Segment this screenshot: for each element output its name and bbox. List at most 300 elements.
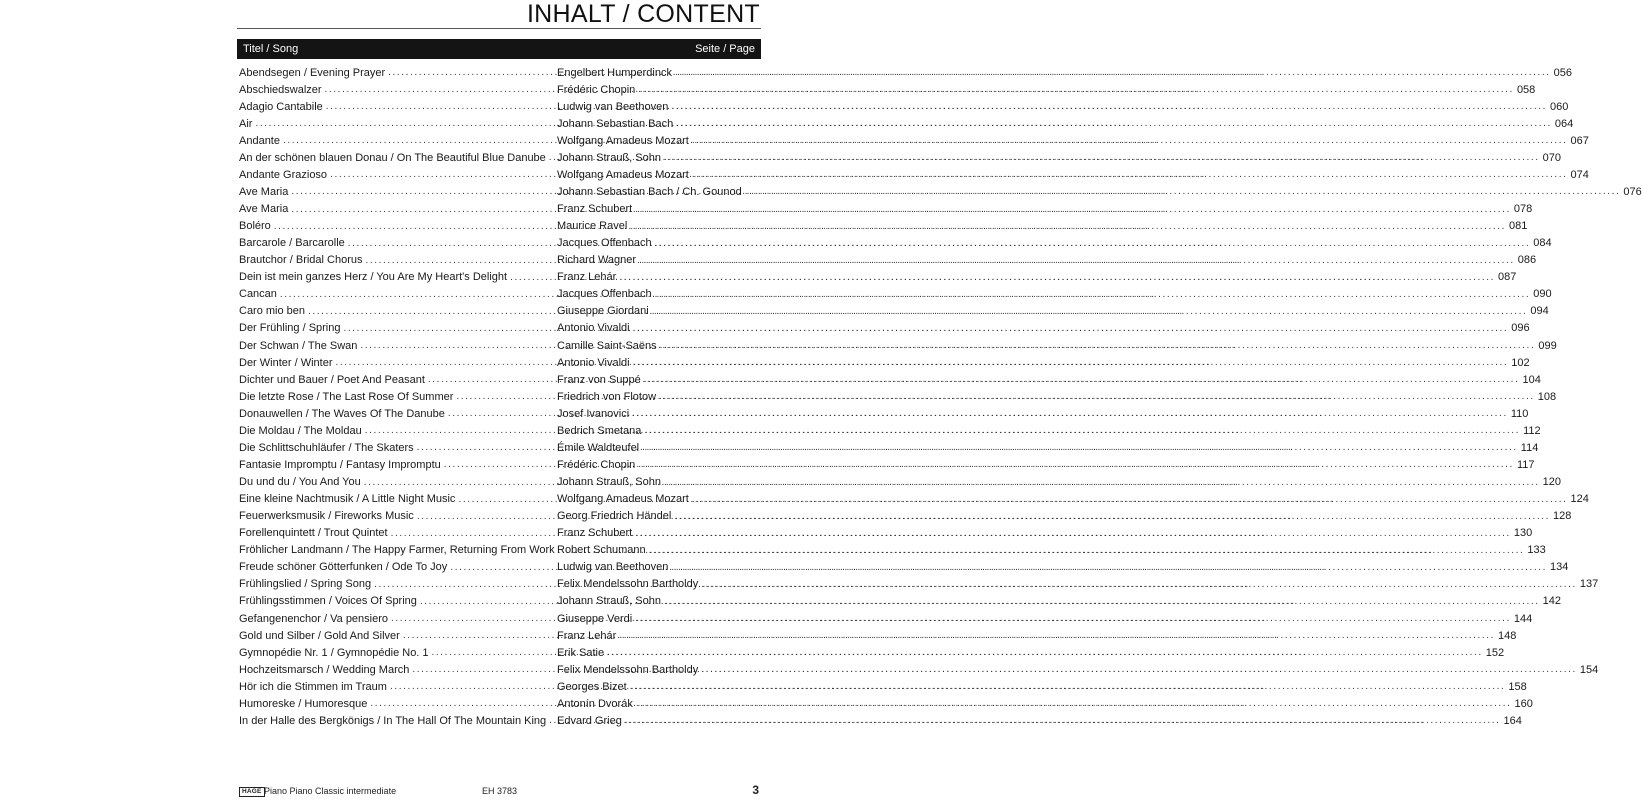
- toc-composer-cell: [557, 101, 1568, 113]
- dot-leader: [420, 596, 554, 607]
- composer-name: Giuseppe Verdi: [557, 612, 633, 625]
- composer-name: Frédéric Chopin: [557, 458, 636, 471]
- song-title: Air: [239, 117, 253, 130]
- page-ref: 090: [1533, 288, 1552, 301]
- toc-row: [239, 201, 1533, 218]
- dot-leader: [676, 118, 1552, 129]
- dot-leader: [674, 511, 1550, 522]
- toc-title-cell: [239, 67, 557, 79]
- dot-leader: [549, 152, 554, 163]
- toc-row: [239, 98, 1569, 115]
- toc-composer-cell: [557, 169, 1589, 181]
- toc-composer-cell: [557, 578, 1598, 590]
- toc-row: [239, 132, 1589, 149]
- dot-leader: [652, 306, 1528, 317]
- song-title: Die letzte Rose / The Last Rose Of Summer: [239, 390, 454, 403]
- dot-leader: [412, 664, 554, 675]
- toc-row: [239, 371, 1541, 388]
- toc-row: [239, 405, 1529, 422]
- composer-name: Wolfgang Amadeus Mozart: [557, 134, 689, 147]
- song-title: Forellenquintett / Trout Quintet: [239, 527, 388, 540]
- toc-composer-cell: [557, 322, 1530, 334]
- dot-leader: [649, 545, 1525, 556]
- dot-leader: [701, 664, 1577, 675]
- toc-composer-cell: [557, 698, 1533, 710]
- dot-leader: [635, 528, 1511, 539]
- dot-leader: [325, 84, 554, 95]
- dot-leader: [390, 681, 554, 692]
- toc-row: [239, 354, 1530, 371]
- composer-name: Johann Strauß, Sohn: [557, 476, 661, 489]
- song-title: Ave Maria: [239, 185, 289, 198]
- dot-leader: [745, 186, 1621, 197]
- dot-leader: [642, 442, 1518, 453]
- toc-row: [239, 422, 1541, 439]
- toc-composer-cell: [557, 374, 1541, 386]
- toc-title-cell: [239, 510, 557, 522]
- song-title: Gefangenenchor / Va pensiero: [239, 612, 389, 625]
- table-header: [237, 39, 761, 59]
- page-ref: 076: [1623, 185, 1642, 198]
- dot-leader: [630, 221, 1506, 232]
- song-title: Humoreske / Humoresque: [239, 697, 368, 710]
- toc-row: [239, 542, 1546, 559]
- edition-number: EH 3783: [482, 786, 518, 796]
- toc-row: [239, 388, 1557, 405]
- toc-title-cell: [239, 561, 557, 573]
- toc-title-cell: [239, 476, 557, 488]
- page-ref: 152: [1485, 646, 1505, 659]
- dot-leader: [388, 67, 554, 78]
- dot-leader: [632, 408, 1508, 419]
- toc-row: [239, 559, 1569, 576]
- toc-composer-cell: [557, 493, 1589, 505]
- song-title: An der schönen blauen Donau / On The Beautiful Blue Danube: [239, 151, 546, 164]
- page-ref: 142: [1542, 595, 1561, 608]
- song-title: Die Schlittschuhläufer / The Skaters: [239, 441, 414, 454]
- composer-name: Johann Strauß, Sohn: [557, 595, 661, 608]
- composer-name: Antonio Vivaldi: [557, 322, 630, 335]
- dot-leader: [671, 101, 1547, 112]
- toc-row: [239, 610, 1533, 627]
- title-divider: [237, 28, 761, 29]
- song-title: Hochzeitsmarsch / Wedding March: [239, 663, 410, 676]
- page-ref: 117: [1516, 458, 1535, 471]
- toc-composer-cell: [557, 510, 1571, 522]
- dot-leader: [283, 135, 554, 146]
- dot-leader: [450, 562, 554, 573]
- toc-row: [239, 218, 1528, 235]
- toc-title-cell: [239, 322, 557, 334]
- composer-name: Émile Waldteufel: [557, 441, 640, 454]
- toc-title-cell: [239, 493, 557, 505]
- toc-title-cell: [239, 186, 557, 198]
- toc-title-cell: [239, 578, 557, 590]
- toc-composer-cell: [557, 476, 1561, 488]
- composer-name: Franz Schubert: [557, 527, 633, 540]
- song-title: Eine kleine Nachtmusik / A Little Night Music: [239, 493, 456, 506]
- toc-title-cell: [239, 288, 557, 300]
- page-ref: 133: [1527, 544, 1546, 557]
- page-ref: 094: [1530, 305, 1549, 318]
- composer-name: Engelbert Humperdinck: [557, 66, 672, 79]
- toc-row: [239, 439, 1539, 456]
- dot-leader: [619, 272, 1495, 283]
- dot-leader: [655, 238, 1531, 249]
- toc-title-cell: [239, 408, 557, 420]
- toc-composer-cell: [557, 67, 1572, 79]
- page-ref: 074: [1570, 168, 1589, 181]
- toc-row: [239, 456, 1535, 473]
- dot-leader: [635, 613, 1511, 624]
- header-title-song: Titel / Song: [243, 43, 299, 55]
- toc-composer-cell: [557, 442, 1538, 454]
- composer-name: Giuseppe Giordani: [557, 305, 649, 318]
- dot-leader: [510, 272, 554, 283]
- dot-leader: [655, 289, 1531, 300]
- toc-title-cell: [239, 305, 557, 317]
- composer-name: Edvard Grieg: [557, 714, 622, 727]
- toc-composer-cell: [557, 527, 1532, 539]
- page-footer: [239, 783, 759, 800]
- toc-composer-cell: [557, 408, 1528, 420]
- page-ref: 087: [1497, 271, 1517, 284]
- dot-leader: [391, 528, 554, 539]
- song-title: Abendsegen / Evening Prayer: [239, 66, 386, 79]
- song-title: In der Halle des Bergkönigs / In The Hall Of The Mountain King: [239, 714, 547, 727]
- composer-name: Maurice Ravel: [557, 220, 628, 233]
- toc-row: [239, 149, 1561, 166]
- page-ref: 134: [1549, 561, 1569, 574]
- dot-leader: [417, 511, 554, 522]
- page-ref: 096: [1511, 322, 1530, 335]
- song-title: Brautchor / Bridal Chorus: [239, 254, 363, 267]
- toc-row: [239, 337, 1557, 354]
- toc-composer-cell: [557, 647, 1504, 659]
- song-title: Der Schwan / The Swan: [239, 339, 358, 352]
- composer-name: Wolfgang Amadeus Mozart: [557, 168, 689, 181]
- composer-name: Franz Schubert: [557, 203, 633, 216]
- toc-row: [239, 252, 1537, 269]
- dot-leader: [692, 135, 1568, 146]
- song-title: Dichter und Bauer / Poet And Peasant: [239, 373, 425, 386]
- toc-composer-cell: [557, 220, 1527, 232]
- composer-name: Richard Wagner: [557, 254, 637, 267]
- toc-title-cell: [239, 664, 557, 676]
- dot-leader: [403, 630, 554, 641]
- dot-leader: [664, 152, 1540, 163]
- song-title: Ave Maria: [239, 203, 289, 216]
- composer-name: Johann Sebastian Bach: [557, 117, 674, 130]
- dot-leader: [360, 340, 554, 351]
- dot-leader: [280, 289, 554, 300]
- header-page: Seite / Page: [695, 43, 755, 55]
- page-ref: 160: [1514, 697, 1533, 710]
- dot-leader: [366, 255, 555, 266]
- dot-leader: [633, 357, 1509, 368]
- toc-composer-cell: [557, 715, 1522, 727]
- toc-title-cell: [239, 84, 557, 96]
- page-ref: 128: [1553, 510, 1572, 523]
- toc-composer-cell: [557, 237, 1552, 249]
- composer-name: Georg Friedrich Händel: [557, 510, 672, 523]
- page-ref: 130: [1513, 527, 1533, 540]
- composer-name: Franz Lehár: [557, 629, 617, 642]
- toc-title-cell: [239, 203, 557, 215]
- dot-leader: [630, 681, 1506, 692]
- composer-name: Wolfgang Amadeus Mozart: [557, 493, 689, 506]
- dot-leader: [391, 613, 554, 624]
- dot-leader: [428, 374, 554, 385]
- toc-title-cell: [239, 442, 557, 454]
- toc-row: [239, 593, 1561, 610]
- toc-composer-cell: [557, 254, 1536, 266]
- toc-composer-cell: [557, 391, 1556, 403]
- dot-leader: [291, 186, 554, 197]
- dot-leader: [274, 221, 554, 232]
- toc-composer-cell: [557, 561, 1568, 573]
- song-title: Die Moldau / The Moldau: [239, 424, 362, 437]
- dot-leader: [660, 340, 1536, 351]
- toc-title-cell: [239, 459, 557, 471]
- composer-name: Friedrich von Flotow: [557, 390, 657, 403]
- song-title: Fantasie Impromptu / Fantasy Impromptu: [239, 458, 441, 471]
- toc-composer-cell: [557, 84, 1535, 96]
- composer-name: Camille Saint-Saëns: [557, 339, 657, 352]
- dot-leader: [692, 169, 1568, 180]
- song-title: Feuerwerksmusik / Fireworks Music: [239, 510, 414, 523]
- dot-leader: [448, 408, 554, 419]
- toc-composer-cell: [557, 544, 1546, 556]
- toc-composer-cell: [557, 186, 1642, 198]
- song-title: Frühlingslied / Spring Song: [239, 578, 372, 591]
- composer-name: Bedrich Smetana: [557, 424, 642, 437]
- dot-leader: [458, 494, 554, 505]
- toc-title-cell: [239, 391, 557, 403]
- dot-leader: [365, 425, 554, 436]
- song-title: Fröhlicher Landmann / The Happy Farmer, Returning From Work: [239, 544, 555, 557]
- song-title: Frühlingsstimmen / Voices Of Spring: [239, 595, 417, 608]
- composer-name: Josef Ivanovici: [557, 407, 630, 420]
- song-title: Du und du / You And You: [239, 476, 361, 489]
- toc-row: [239, 286, 1552, 303]
- toc-title-cell: [239, 254, 557, 266]
- page-ref: 081: [1508, 220, 1528, 233]
- toc-row: [239, 695, 1533, 712]
- composer-name: Ludwig van Beethoven: [557, 100, 669, 113]
- composer-name: Ludwig van Beethoven: [557, 561, 669, 574]
- page-title: INHALT / CONTENT: [526, 0, 760, 28]
- composer-name: Erik Satie: [557, 646, 605, 659]
- page-ref: 102: [1511, 356, 1530, 369]
- toc-title-cell: [239, 374, 557, 386]
- song-title: Cancan: [239, 288, 277, 301]
- dot-leader: [330, 169, 554, 180]
- dot-leader: [374, 579, 554, 590]
- page-ref: 056: [1553, 66, 1572, 79]
- toc-row: [239, 627, 1517, 644]
- dot-leader: [344, 323, 555, 334]
- page-number: 3: [752, 783, 759, 797]
- toc-row: [239, 303, 1549, 320]
- dot-leader: [336, 357, 554, 368]
- song-title: Freude schöner Götterfunken / Ode To Joy: [239, 561, 448, 574]
- page-ref: 067: [1570, 134, 1589, 147]
- toc-row: [239, 474, 1561, 491]
- song-title: Andante Grazioso: [239, 168, 328, 181]
- toc-row: [239, 235, 1552, 252]
- song-title: Der Winter / Winter: [239, 356, 333, 369]
- dot-leader: [692, 494, 1568, 505]
- page-ref: 158: [1508, 680, 1527, 693]
- page-ref: 164: [1503, 714, 1522, 727]
- song-title: Dein ist mein ganzes Herz / You Are My Heart's Delight: [239, 271, 508, 284]
- song-title: Andante: [239, 134, 280, 147]
- toc-composer-cell: [557, 203, 1532, 215]
- dot-leader: [364, 477, 554, 488]
- dot-leader: [326, 101, 554, 112]
- toc-row: [239, 712, 1522, 729]
- dot-leader: [348, 238, 554, 249]
- dot-leader: [607, 647, 1483, 658]
- dot-leader: [633, 323, 1509, 334]
- dot-leader: [444, 459, 554, 470]
- toc-title-cell: [239, 357, 557, 369]
- page-ref: 086: [1517, 254, 1537, 267]
- dot-leader: [291, 204, 554, 215]
- toc-composer-cell: [557, 135, 1589, 147]
- page-ref: 078: [1513, 203, 1533, 216]
- toc-title-cell: [239, 613, 557, 625]
- toc-title-cell: [239, 118, 557, 130]
- toc-title-cell: [239, 630, 557, 642]
- toc-row: [239, 81, 1536, 98]
- composer-name: Robert Schumann: [557, 544, 646, 557]
- composer-name: Felix Mendelssohn Bartholdy: [557, 578, 699, 591]
- page-ref: 104: [1522, 373, 1541, 386]
- toc-title-cell: [239, 237, 557, 249]
- dot-leader: [664, 477, 1540, 488]
- dot-leader: [635, 204, 1511, 215]
- dot-leader: [671, 562, 1547, 573]
- page-ref: 084: [1533, 237, 1552, 250]
- toc-composer-cell: [557, 118, 1573, 130]
- toc-title-cell: [239, 152, 557, 164]
- composer-name: Jacques Offenbach: [557, 288, 652, 301]
- page-ref: 070: [1542, 151, 1561, 164]
- page-ref: 148: [1497, 629, 1517, 642]
- song-title: Gymnopédie Nr. 1 / Gymnopédie No. 1: [239, 646, 429, 659]
- dot-leader: [255, 118, 554, 129]
- toc-title-cell: [239, 698, 557, 710]
- toc-title-cell: [239, 101, 557, 113]
- composer-name: Johann Strauß, Sohn: [557, 151, 661, 164]
- dot-leader: [638, 84, 1514, 95]
- dot-leader: [370, 698, 554, 709]
- toc-title-cell: [239, 595, 557, 607]
- composer-name: Antonín Dvorák: [557, 697, 633, 710]
- toc-composer-cell: [557, 664, 1598, 676]
- page-ref: 064: [1554, 117, 1574, 130]
- composer-name: Felix Mendelssohn Bartholdy: [557, 663, 699, 676]
- song-title: Donauwellen / The Waves Of The Danube: [239, 407, 445, 420]
- toc-composer-cell: [557, 152, 1561, 164]
- toc-composer-cell: [557, 613, 1532, 625]
- toc-title-cell: [239, 647, 557, 659]
- song-title: Caro mio ben: [239, 305, 306, 318]
- dot-leader: [432, 647, 554, 658]
- page-ref: 058: [1516, 83, 1536, 96]
- toc-row: [239, 491, 1589, 508]
- toc-composer-cell: [557, 271, 1516, 283]
- dot-leader: [639, 255, 1515, 266]
- dot-leader: [417, 442, 554, 453]
- page-ref: 144: [1513, 612, 1533, 625]
- toc-row: [239, 115, 1574, 132]
- toc-title-cell: [239, 544, 557, 556]
- toc-row: [239, 183, 1642, 200]
- song-title: Adagio Cantabile: [239, 100, 323, 113]
- song-title: Boléro: [239, 220, 271, 233]
- toc-title-cell: [239, 135, 557, 147]
- toc-row: [239, 269, 1517, 286]
- page-ref: 120: [1542, 476, 1561, 489]
- dot-leader: [549, 715, 554, 726]
- composer-name: Franz von Suppé: [557, 373, 641, 386]
- series-name: Piano Piano Classic intermediate: [264, 786, 397, 796]
- toc-title-cell: [239, 425, 557, 437]
- page-ref: 108: [1537, 390, 1557, 403]
- dot-leader: [625, 715, 1501, 726]
- toc-composer-cell: [557, 340, 1557, 352]
- composer-name: Franz Lehár: [557, 271, 617, 284]
- toc-composer-cell: [557, 305, 1549, 317]
- toc-row: [239, 508, 1572, 525]
- page-ref: 154: [1579, 663, 1599, 676]
- page-ref: 110: [1510, 407, 1529, 420]
- toc-title-cell: [239, 271, 557, 283]
- toc-title-cell: [239, 527, 557, 539]
- toc-row: [239, 661, 1599, 678]
- song-title: Der Frühling / Spring: [239, 322, 341, 335]
- page-ref: 114: [1520, 441, 1539, 454]
- toc-row: [239, 576, 1599, 593]
- dot-leader: [638, 459, 1514, 470]
- song-title: Gold und Silber / Gold And Silver: [239, 629, 400, 642]
- dot-leader: [644, 425, 1520, 436]
- page-ref: 137: [1579, 578, 1599, 591]
- toc-composer-cell: [557, 595, 1561, 607]
- publisher-logo: HAGE: [239, 787, 265, 797]
- toc-title-cell: [239, 169, 557, 181]
- dot-leader: [636, 698, 1512, 709]
- composer-name: Jacques Offenbach: [557, 237, 652, 250]
- page-ref: 112: [1523, 424, 1541, 437]
- dot-leader: [675, 67, 1551, 78]
- toc-composer-cell: [557, 288, 1552, 300]
- toc-row: [239, 525, 1533, 542]
- toc-row: [239, 64, 1572, 81]
- song-title: Barcarole / Barcarolle: [239, 237, 345, 250]
- toc-row: [239, 678, 1527, 695]
- toc-title-cell: [239, 220, 557, 232]
- composer-name: Antonio Vivaldi: [557, 356, 630, 369]
- composer-name: Georges Bizet: [557, 680, 627, 693]
- toc-list: [239, 64, 1642, 729]
- toc-composer-cell: [557, 459, 1534, 471]
- dot-leader: [664, 596, 1540, 607]
- dot-leader: [619, 630, 1495, 641]
